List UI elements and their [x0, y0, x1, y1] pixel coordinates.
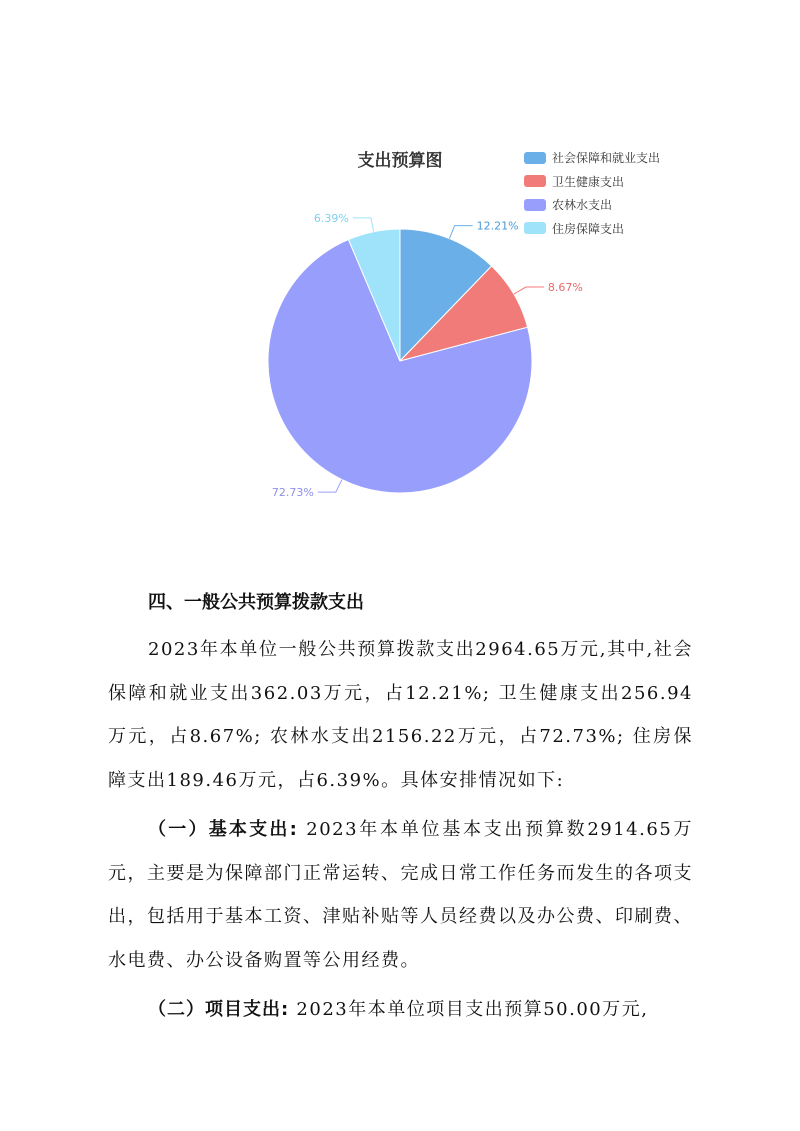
pie-chart	[0, 0, 800, 560]
pie-chart-svg	[0, 0, 800, 560]
legend-label: 社会保障和就业支出	[552, 151, 661, 166]
item-lead-project: （二）项目支出:	[148, 999, 290, 1020]
pie-data-label: 8.67%	[547, 281, 583, 295]
legend-label: 卫生健康支出	[552, 174, 625, 189]
item-lead-basic: （一）基本支出:	[148, 819, 298, 840]
legend-item[interactable]	[524, 170, 660, 194]
legend-swatch	[524, 175, 546, 187]
legend-item[interactable]	[524, 217, 660, 241]
item-text-basic: 2023年本单位基本支出预算数2914.65万元，主要是为保障部门正常运转、完成日常工作任务而发生的各项支出，包括用于基本工资、津贴补贴等人员经费以及办公费、印刷费、水电费、办公设备购置等公用经费。	[108, 819, 693, 971]
pie-leader-line	[449, 226, 472, 239]
legend-swatch	[524, 199, 546, 211]
legend-label: 住房保障支出	[552, 221, 625, 236]
pie-data-label: 12.21%	[476, 219, 519, 233]
paragraph-summary: 2023年本单位一般公共预算拨款支出2964.65万元,其中,社会保障和就业支出362.03万元，占12.21%; 卫生健康支出256.94万元，占8.67%; 农林水支出2156.22万元，占72.73%; 住房保障支出189.46万元，占6.39%。具体安排情况如下:	[108, 639, 693, 791]
chart-title: 支出预算图	[357, 151, 443, 171]
pie-leader-line	[353, 218, 374, 232]
legend-item[interactable]	[524, 193, 660, 217]
chart-legend	[524, 146, 660, 240]
legend-swatch	[524, 152, 546, 164]
paragraph-basic-expenditure	[108, 808, 693, 982]
legend-item[interactable]	[524, 146, 660, 170]
legend-label: 农林水支出	[552, 198, 613, 213]
pie-data-label: 72.73%	[271, 486, 314, 500]
section-heading: 四、一般公共预算拨款支出	[148, 592, 364, 613]
item-text-project: 2023年本单位项目支出预算50.00万元,	[289, 999, 649, 1020]
paragraph-project-expenditure	[108, 988, 693, 1032]
document-body	[108, 588, 693, 1038]
pie-leader-line	[514, 287, 544, 294]
pie-leader-line	[318, 480, 342, 493]
pie-data-label: 6.39%	[313, 211, 349, 225]
legend-swatch	[524, 222, 546, 234]
